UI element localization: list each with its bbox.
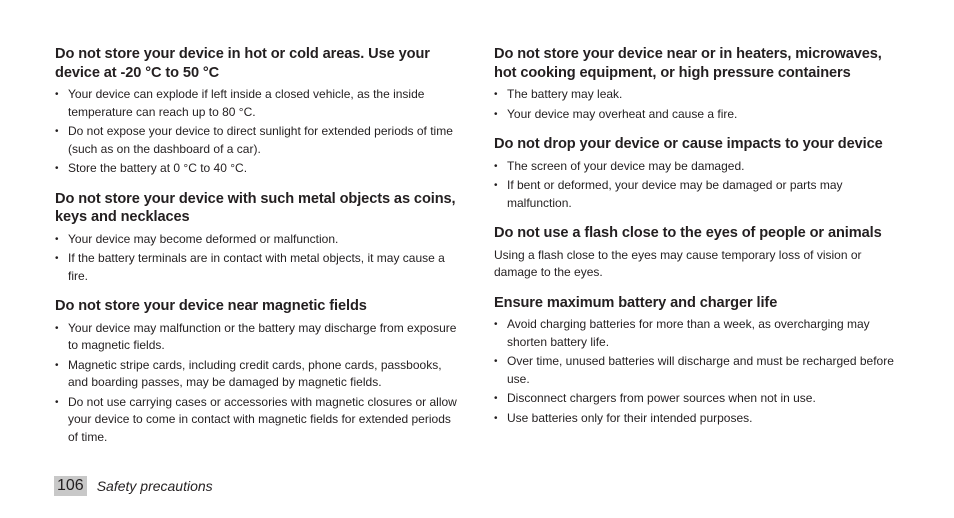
list-item-text: Your device may become deformed or malfunction.	[68, 231, 339, 246]
list-item	[55, 357, 460, 392]
list-item	[494, 86, 894, 104]
bullet-icon: •	[55, 396, 59, 408]
list-item-text: If bent or deformed, your device may be damaged or parts may malfunction.	[507, 178, 843, 210]
section-title: Do not store your device in hot or cold areas. Use your device at -20 °C to 50 °C	[55, 46, 430, 81]
section-hot-cold	[55, 45, 460, 178]
left-column	[55, 45, 460, 458]
section-metal-objects	[55, 190, 460, 286]
bullet-icon: •	[55, 163, 59, 174]
list-item-text: The battery may leak.	[507, 87, 623, 101]
footer-section-name: Safety precautions	[96, 478, 213, 494]
bullet-icon: •	[55, 89, 59, 100]
list-item-text: Your device can explode if left inside a closed vehicle, as the inside temperature can reach up to 80 °C.	[68, 87, 425, 119]
list-item-text: Your device may overheat and cause a fire.	[507, 106, 738, 121]
list-item	[494, 410, 894, 428]
section-battery-life	[494, 294, 894, 428]
section-body: Using a flash close to the eyes may cause temporary loss of vision or damage to the eyes.	[494, 247, 862, 279]
list-item-text: Do not expose your device to direct sunlight for extended periods of time (such as on the dashboard of a car).	[68, 124, 453, 156]
list-item	[55, 123, 460, 158]
bullet-icon: •	[494, 319, 498, 330]
bullet-icon: •	[494, 356, 498, 367]
list-item	[494, 106, 894, 124]
section-title: Do not store your device near or in heaters, microwaves, hot cooking equipment, or high pressure containers	[494, 46, 882, 81]
right-column	[494, 45, 894, 439]
bullet-icon: •	[494, 412, 498, 424]
list-item	[494, 316, 894, 351]
list-item-text: Over time, unused batteries will discharge and must be recharged before use.	[507, 354, 894, 386]
list-item	[55, 394, 460, 447]
section-title: Do not store your device with such metal objects as coins, keys and necklaces	[55, 190, 456, 225]
section-title: Do not store your device near magnetic fields	[55, 298, 367, 314]
page-number: 106	[54, 476, 87, 496]
list-item	[494, 353, 894, 388]
list-item	[55, 250, 460, 285]
bullet-list	[494, 158, 894, 213]
bullet-icon: •	[494, 89, 498, 100]
list-item-text: Disconnect chargers from power sources when not in use.	[507, 391, 816, 405]
list-item	[494, 177, 894, 212]
section-title: Ensure maximum battery and charger life	[494, 294, 778, 311]
bullet-icon: •	[55, 253, 59, 264]
bullet-icon: •	[494, 393, 498, 404]
list-item	[494, 390, 894, 408]
list-item-text: Store the battery at 0 °C to 40 °C.	[68, 161, 248, 175]
list-item-text: The screen of your device may be damaged.	[507, 158, 745, 173]
list-item	[55, 86, 460, 121]
bullet-icon: •	[55, 126, 59, 137]
section-heaters	[494, 45, 894, 123]
bullet-icon: •	[55, 233, 59, 245]
section-title: Do not use a flash close to the eyes of people or animals	[494, 225, 882, 241]
list-item-text: Avoid charging batteries for more than a week, as overcharging may shorten battery life.	[507, 317, 870, 349]
bullet-icon: •	[494, 180, 498, 191]
list-item-text: Your device may malfunction or the battery may discharge from exposure to magnetic fields.	[68, 320, 457, 352]
list-item	[494, 158, 894, 176]
bullet-list	[55, 86, 460, 178]
bullet-icon: •	[55, 359, 59, 371]
list-item-text: Use batteries only for their intended purposes.	[507, 410, 753, 425]
list-item	[55, 320, 460, 355]
section-magnetic-fields	[55, 297, 460, 446]
list-item-text: Magnetic stripe cards, including credit cards, phone cards, passbooks, and boarding passes, may be damaged by magnetic fields.	[68, 357, 442, 389]
section-flash	[494, 224, 894, 282]
section-title: Do not drop your device or cause impacts to your device	[494, 136, 883, 152]
bullet-icon: •	[494, 160, 498, 172]
bullet-list	[55, 320, 460, 447]
list-item-text: Do not use carrying cases or accessories with magnetic closures or allow your device to come in contact with magnetic fields for extended periods of time.	[68, 394, 457, 444]
section-drop-impact	[494, 135, 894, 212]
list-item	[55, 160, 460, 178]
bullet-list	[55, 231, 460, 286]
page-footer	[54, 476, 213, 496]
bullet-icon: •	[55, 322, 59, 334]
bullet-icon: •	[494, 108, 498, 120]
bullet-list	[494, 86, 894, 123]
bullet-list	[494, 316, 894, 427]
list-item-text: If the battery terminals are in contact with metal objects, it may cause a fire.	[68, 251, 445, 283]
list-item	[55, 231, 460, 249]
